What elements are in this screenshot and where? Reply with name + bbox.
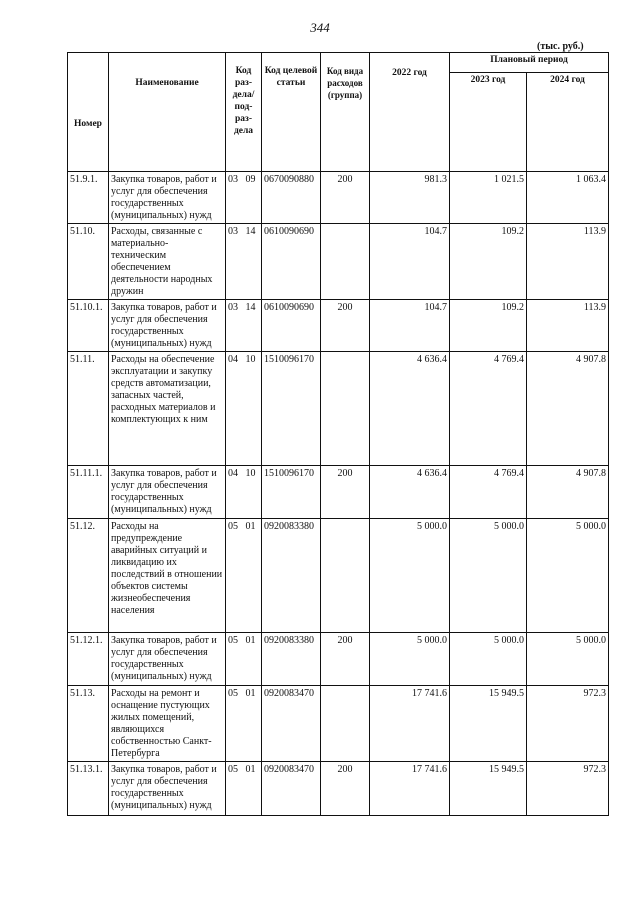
row-2022: 5 000.0 — [370, 633, 450, 686]
row-2022: 104.7 — [370, 224, 450, 300]
row-2023: 1 021.5 — [450, 172, 527, 224]
header-year-2022: 2022 год — [370, 53, 450, 172]
units-label: (тыс. руб.) — [537, 41, 584, 52]
row-target-code: 1510096170 — [262, 466, 321, 519]
row-section: 05 01 — [226, 762, 262, 816]
row-expense-type: 200 — [321, 172, 370, 224]
row-name: Расходы на обеспечение эксплуатации и закупку средств автоматизации, запасных частей, расходных материалов и комплектующих к ним — [109, 352, 226, 466]
table-row — [68, 224, 609, 300]
table-row — [68, 633, 609, 686]
row-2023: 109.2 — [450, 300, 527, 352]
row-name: Закупка товаров, работ и услуг для обеспечения государственных (муниципальных) нужд — [109, 466, 226, 519]
row-name: Расходы, связанные с материально-техническим обеспечением деятельности народных дружин — [109, 224, 226, 300]
row-expense-type — [321, 224, 370, 300]
row-2023: 15 949.5 — [450, 762, 527, 816]
row-target-code: 0920083380 — [262, 519, 321, 633]
row-section: 04 10 — [226, 466, 262, 519]
row-target-code: 0920083470 — [262, 762, 321, 816]
row-number: 51.13.1. — [68, 762, 109, 816]
row-section: 05 01 — [226, 633, 262, 686]
budget-table — [67, 52, 609, 816]
row-section: 03 14 — [226, 300, 262, 352]
row-2024: 5 000.0 — [527, 519, 609, 633]
row-2023: 4 769.4 — [450, 466, 527, 519]
row-section: 03 09 — [226, 172, 262, 224]
row-expense-type: 200 — [321, 762, 370, 816]
row-2024: 113.9 — [527, 224, 609, 300]
row-number: 51.13. — [68, 686, 109, 762]
row-section: 03 14 — [226, 224, 262, 300]
table-row — [68, 762, 609, 816]
row-2022: 5 000.0 — [370, 519, 450, 633]
row-2022: 4 636.4 — [370, 352, 450, 466]
row-2022: 104.7 — [370, 300, 450, 352]
row-2022: 4 636.4 — [370, 466, 450, 519]
row-2023: 4 769.4 — [450, 352, 527, 466]
header-number: Номер — [68, 53, 109, 172]
row-2022: 981.3 — [370, 172, 450, 224]
row-number: 51.12.1. — [68, 633, 109, 686]
row-2024: 4 907.8 — [527, 352, 609, 466]
row-section: 05 01 — [226, 519, 262, 633]
row-number: 51.10.1. — [68, 300, 109, 352]
table-body — [68, 172, 609, 816]
row-target-code: 0920083380 — [262, 633, 321, 686]
table-row — [68, 352, 609, 466]
table-row — [68, 519, 609, 633]
row-2023: 5 000.0 — [450, 519, 527, 633]
row-2022: 17 741.6 — [370, 762, 450, 816]
row-target-code: 0610090690 — [262, 300, 321, 352]
header-year-2023: 2023 год — [450, 73, 527, 172]
header-year-2024: 2024 год — [527, 73, 609, 172]
row-expense-type: 200 — [321, 466, 370, 519]
row-number: 51.12. — [68, 519, 109, 633]
row-target-code: 0610090690 — [262, 224, 321, 300]
row-expense-type — [321, 686, 370, 762]
row-section: 05 01 — [226, 686, 262, 762]
header-expense-type: Код вида расходов (группа) — [321, 53, 370, 172]
row-name: Расходы на предупреждение аварийных ситуаций и ликвидацию их последствий в отношении объектов системы жизнеобеспечения населения — [109, 519, 226, 633]
row-name: Расходы на ремонт и оснащение пустующих жилых помещений, являющихся собственностью Санкт-Петербурга — [109, 686, 226, 762]
row-2024: 972.3 — [527, 686, 609, 762]
row-expense-type: 200 — [321, 633, 370, 686]
row-name: Закупка товаров, работ и услуг для обеспечения государственных (муниципальных) нужд — [109, 762, 226, 816]
row-target-code: 0670090880 — [262, 172, 321, 224]
row-expense-type — [321, 519, 370, 633]
row-2024: 972.3 — [527, 762, 609, 816]
table-row — [68, 172, 609, 224]
row-number: 51.9.1. — [68, 172, 109, 224]
row-2023: 15 949.5 — [450, 686, 527, 762]
row-number: 51.11.1. — [68, 466, 109, 519]
header-name: Наименование — [109, 53, 226, 172]
row-2023: 109.2 — [450, 224, 527, 300]
row-2024: 1 063.4 — [527, 172, 609, 224]
row-expense-type — [321, 352, 370, 466]
row-target-code: 1510096170 — [262, 352, 321, 466]
row-2022: 17 741.6 — [370, 686, 450, 762]
row-section: 04 10 — [226, 352, 262, 466]
page-number: 344 — [310, 20, 330, 35]
table-row — [68, 686, 609, 762]
row-number: 51.10. — [68, 224, 109, 300]
header-section-code: Код раз-дела/ под-раз-дела — [226, 53, 262, 172]
row-target-code: 0920083470 — [262, 686, 321, 762]
row-name: Закупка товаров, работ и услуг для обеспечения государственных (муниципальных) нужд — [109, 633, 226, 686]
row-2024: 4 907.8 — [527, 466, 609, 519]
row-name: Закупка товаров, работ и услуг для обеспечения государственных (муниципальных) нужд — [109, 300, 226, 352]
table-row — [68, 300, 609, 352]
row-2024: 5 000.0 — [527, 633, 609, 686]
row-2024: 113.9 — [527, 300, 609, 352]
row-expense-type: 200 — [321, 300, 370, 352]
row-2023: 5 000.0 — [450, 633, 527, 686]
header-target-code: Код целевой статьи — [262, 53, 321, 172]
row-number: 51.11. — [68, 352, 109, 466]
header-planning-period: Плановый период — [450, 53, 609, 73]
table-row — [68, 466, 609, 519]
row-name: Закупка товаров, работ и услуг для обеспечения государственных (муниципальных) нужд — [109, 172, 226, 224]
